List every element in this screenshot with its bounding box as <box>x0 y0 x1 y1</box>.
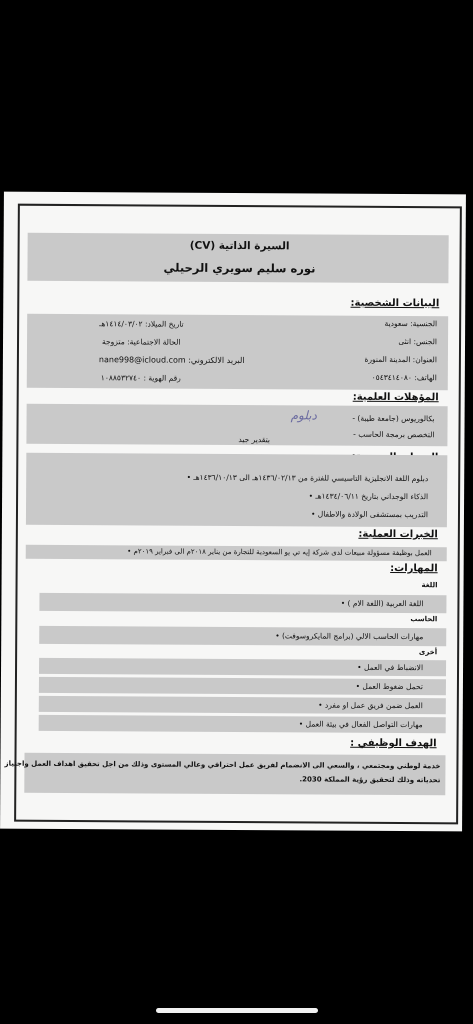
experience-heading: الخبرات العملية: <box>358 528 438 541</box>
gender: الجنس: انثى <box>398 337 438 347</box>
major: التخصص برمجة الحاسب - <box>353 430 434 439</box>
qualifications-heading: المؤهلات العلمية: <box>352 391 439 404</box>
nationality: الجنسية: سعودية <box>384 318 438 329</box>
other-label: أخرى <box>418 648 438 657</box>
other-skill-item: الانضباط في العمل • <box>357 663 423 672</box>
other-skill-item: تحمل ضغوط العمل • <box>356 682 423 691</box>
home-indicator[interactable] <box>156 1008 318 1013</box>
personal-heading: البيانات الشخصية: <box>350 297 440 310</box>
qualifications-band <box>26 404 447 447</box>
page-border <box>4 204 462 825</box>
objective-heading: الهدف الوظيفي : <box>350 737 437 750</box>
other-skill-item: العمل ضمن فريق عمل او مفرد • <box>318 701 423 711</box>
computer-label: الحاسب <box>410 615 438 624</box>
marital-status: الحالة الاجتماعية: متزوجة <box>102 337 181 347</box>
other-skill-item: مهارات التواصل الفعال في بيئة العمل • <box>299 719 423 729</box>
cv-name: نوره سليم سويري الرحيلي <box>163 260 316 276</box>
handwritten-note: دبلوم <box>290 408 317 423</box>
objective-line1: خدمة لوطني ومجتمعي ، والسعي الى الانضمام لفريق عمل احترافي وعالي المستوى وذلك من اجل تحقيق اهداف العمل واجتياز <box>4 759 441 771</box>
phone: الهاتف: ٠٥٤٣٤١٤٠٨٠ <box>371 372 437 383</box>
language-label: اللغة <box>421 581 438 590</box>
computer-item: مهارات الحاسب الالي (برامج المايكروسوفت) • <box>275 631 423 641</box>
objective-line2: تحدياته وذلك لتحقيق رؤية المملكة 2030. <box>299 775 441 785</box>
address: العنوان: المدينة المنورة <box>364 354 437 365</box>
course-item: دبلوم اللغة الانجليزية التاسيسي للفترة من ١٤٣٦/٠٢/١٣هـ الى ١٤٣٦/١٠/١٣هـ • <box>187 473 429 483</box>
language-item: اللغة العربية (اللغة الام ) • <box>341 599 424 609</box>
degree: بكالوريوس (جامعة طيبة) - <box>352 414 434 424</box>
objective-band <box>24 753 445 796</box>
experience-item: العمل بوظيفة مسؤولة مبيعات لدى شركة إيه تي يو السعودية للتجارة من يناير ٢٠١٨م الى فبراير ٢٠١٩م • <box>127 547 432 557</box>
cv-title: السيرة الذاتية (CV) <box>189 239 290 253</box>
skills-heading: المهارات: <box>390 562 438 575</box>
id-number: رقم الهوية : ١٠٨٨٥٣٢٧٤٠ <box>100 373 181 383</box>
birthdate: تاريخ الميلاد: ١٤١٤/٠٣/٠٢هـ <box>99 319 184 329</box>
course-item: التدريب بمستشفى الولادة والاطفال • <box>311 509 428 519</box>
email: البريد الالكتروني: nane998@icloud.com <box>98 355 245 366</box>
grade: بتقدير جيد <box>238 435 270 445</box>
cv-paper-sheet <box>0 192 466 832</box>
course-item: الذكاء الوجداني بتاريخ ١٤٣٤/٠٦/١١هـ • <box>309 491 429 501</box>
